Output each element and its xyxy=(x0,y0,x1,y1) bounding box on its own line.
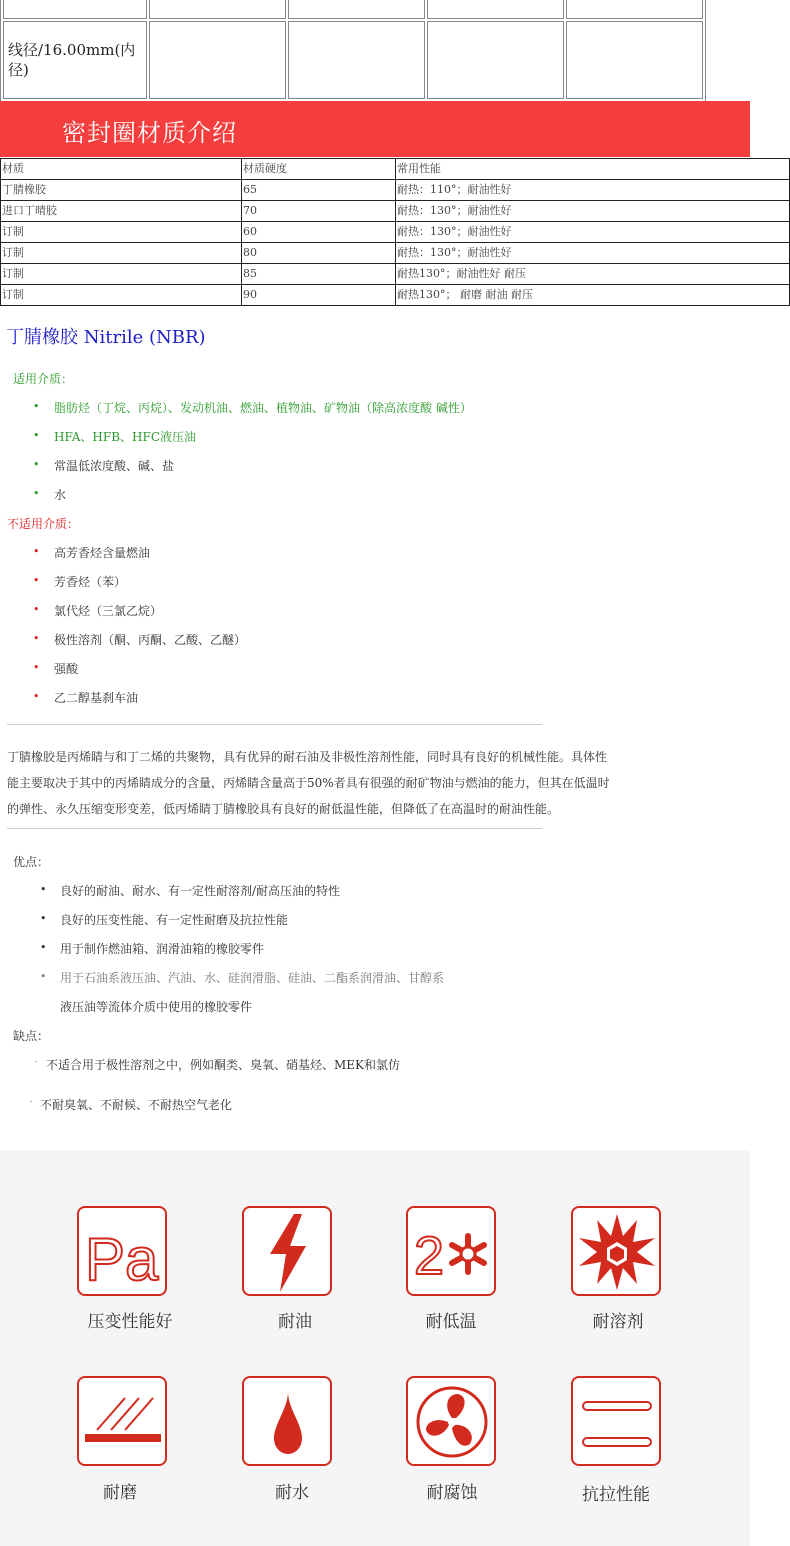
table-row xyxy=(1,285,790,306)
bullet-icon: • xyxy=(40,912,47,925)
bullet-icon: • xyxy=(40,941,47,954)
cons-item: 不适合用于极性溶剂之中，例如酮类、臭氧、硝基烃、MEK和氯仿 xyxy=(46,1058,401,1072)
bullet-icon: • xyxy=(33,429,40,442)
description-paragraph: 丁腈橡胶是丙烯睛与和丁二烯的共聚物，具有优异的耐石油及非极性溶剂性能，同时具有良好的机械性能。具体性能主要取决于其中的丙烯睛成分的含量，丙烯睛含量高于50%者具有很强的耐矿物油与燃油的能力，但其在低温时的弹性、永久压缩变形变差，低丙烯睛丁腈橡胶具有良好的耐低温性能，但降低了在高温时的耐油性能。 xyxy=(7,750,610,816)
lightning-icon xyxy=(242,1206,332,1296)
nbr-title: 丁腈橡胶 Nitrile (NBR) xyxy=(6,327,206,348)
cons-item: 不耐臭氧、不耐候、不耐热空气老化 xyxy=(40,1098,233,1112)
unsuitable-item: 高芳香烃含量燃油 xyxy=(54,546,151,560)
suitable-item: 水 xyxy=(54,488,67,502)
bullet-icon: • xyxy=(33,632,40,645)
unsuitable-item: 乙二醇基刹车油 xyxy=(54,691,139,705)
suitable-item: 脂肪烃（丁烷、丙烷）、发动机油、燃油、植物油、矿物油（除高浓度酸 碱性） xyxy=(54,401,472,415)
pros-label: 优点： xyxy=(13,855,50,869)
table-row xyxy=(1,264,790,285)
feature-label: 耐水 xyxy=(275,1483,309,1503)
unsuitable-item: 强酸 xyxy=(54,662,79,676)
divider xyxy=(7,724,542,725)
suitable-item: 常温低浓度酸、碱、盐 xyxy=(54,459,175,473)
cell-performance: 耐热：110°；耐油性好 xyxy=(396,180,790,201)
bullet-icon: • xyxy=(33,574,40,587)
cell-material: 订制 xyxy=(1,264,242,285)
cell-hardness: 70 xyxy=(242,201,396,222)
starburst-icon xyxy=(571,1206,661,1296)
table-row xyxy=(1,201,790,222)
bullet-icon: • xyxy=(33,400,40,413)
bullet-icon: • xyxy=(33,487,40,500)
suitable-label: 适用介质： xyxy=(13,372,74,386)
feature-label: 耐磨 xyxy=(103,1483,137,1503)
two-text: 2 xyxy=(414,1226,445,1286)
bullet-icon: · xyxy=(35,1058,38,1066)
feature-label: 耐溶剂 xyxy=(592,1312,644,1332)
pros-item: 用于制作燃油箱、润滑油箱的橡胶零件 xyxy=(60,942,265,956)
feature-label: 耐腐蚀 xyxy=(426,1483,478,1503)
pa-text: Pa xyxy=(85,1226,159,1293)
feature-label: 压变性能好 xyxy=(87,1312,173,1332)
cell-performance: 耐热130°； 耐磨 耐油 耐压 xyxy=(396,285,790,306)
cell-material: 丁腈橡胶 xyxy=(1,180,242,201)
header-performance: 常用性能 xyxy=(396,159,790,180)
table-row xyxy=(1,180,790,201)
cell-hardness: 65 xyxy=(242,180,396,201)
divider xyxy=(7,828,542,829)
pros-item: 用于石油系液压油、汽油、水、硅润滑脂、硅油、二酯系润滑油、甘醇系 xyxy=(60,971,445,985)
feature-label: 耐油 xyxy=(278,1312,312,1332)
pros-item: 良好的压变性能、有一定性耐磨及抗拉性能 xyxy=(60,913,289,927)
table-row xyxy=(1,222,790,243)
snowflake-icon xyxy=(406,1206,496,1296)
header-material: 材质 xyxy=(1,159,242,180)
table-row xyxy=(1,243,790,264)
cons-label: 缺点： xyxy=(13,1029,50,1043)
feature-label: 耐低温 xyxy=(425,1312,477,1332)
tensile-icon xyxy=(571,1376,661,1466)
size-label: 线径/16.00mm(内径) xyxy=(3,21,147,99)
table-row xyxy=(3,0,703,19)
bullet-icon: • xyxy=(33,545,40,558)
bullet-icon: • xyxy=(33,661,40,674)
cell-material: 进口丁晴胶 xyxy=(1,201,242,222)
bullet-icon: · xyxy=(30,1098,33,1106)
cell-performance: 耐热：130°；耐油性好 xyxy=(396,201,790,222)
cell-hardness: 60 xyxy=(242,222,396,243)
feature-label: 抗拉性能 xyxy=(582,1485,650,1505)
fan-icon xyxy=(406,1376,496,1466)
bullet-icon: • xyxy=(40,883,47,896)
cell-performance: 耐热：130°；耐油性好 xyxy=(396,222,790,243)
bullet-icon: • xyxy=(33,690,40,703)
material-table xyxy=(0,158,790,306)
bullet-icon: • xyxy=(40,970,47,983)
suitable-item: HFA、HFB、HFC液压油 xyxy=(54,430,196,444)
unsuitable-label: 不适用介质： xyxy=(7,517,80,531)
cell-material: 订制 xyxy=(1,285,242,306)
header-hardness: 材质硬度 xyxy=(242,159,396,180)
table-header-row xyxy=(1,159,790,180)
table-row xyxy=(3,21,703,99)
bullet-icon: • xyxy=(33,603,40,616)
pa-icon xyxy=(77,1206,167,1296)
cell-material: 订制 xyxy=(1,222,242,243)
abrasion-icon xyxy=(77,1376,167,1466)
cell-hardness: 80 xyxy=(242,243,396,264)
cell-hardness: 85 xyxy=(242,264,396,285)
cell-hardness: 90 xyxy=(242,285,396,306)
banner-title: 密封圈材质介绍 xyxy=(62,119,237,147)
unsuitable-item: 极性溶剂（酮、丙酮、乙酸、乙醚） xyxy=(54,633,247,647)
bullet-icon: • xyxy=(33,458,40,471)
pros-item: 良好的耐油、耐水、有一定性耐溶剂/耐高压油的特性 xyxy=(60,884,341,898)
features-panel xyxy=(0,1150,750,1546)
cell-performance: 耐热：130°；耐油性好 xyxy=(396,243,790,264)
size-table xyxy=(0,0,706,102)
pros-item-continued: 液压油等流体介质中使用的橡胶零件 xyxy=(60,1000,253,1014)
cell-performance: 耐热130°；耐油性好 耐压 xyxy=(396,264,790,285)
water-drop-icon xyxy=(242,1376,332,1466)
cell-material: 订制 xyxy=(1,243,242,264)
section-banner xyxy=(0,101,750,157)
unsuitable-item: 氯代烃（三氯乙烷） xyxy=(54,604,163,618)
unsuitable-item: 芳香烃（苯） xyxy=(54,575,127,589)
